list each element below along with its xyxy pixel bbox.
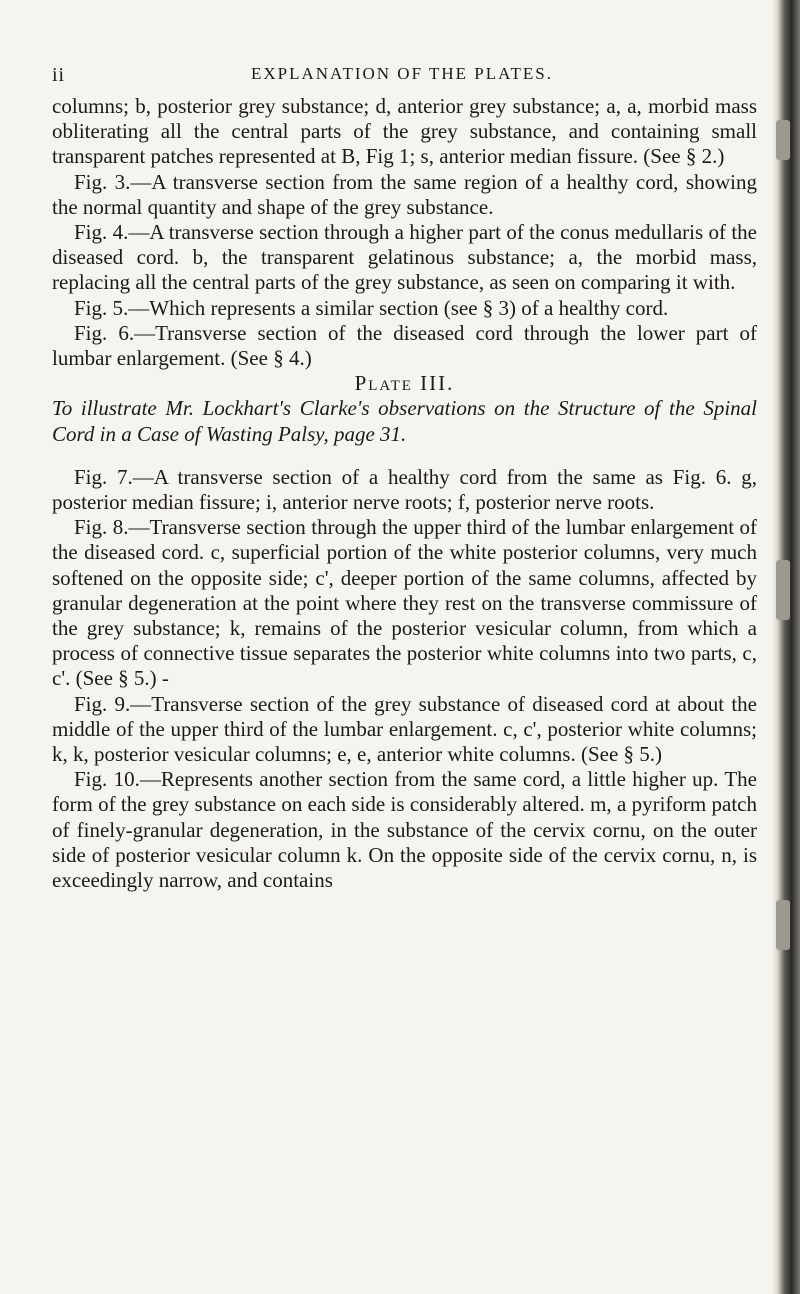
page-header xyxy=(52,64,752,92)
paragraph: Fig. 4.—A transverse section through a higher part of the conus medullaris of the diseased cord. b, the transparent gelatinous substance; a, the morbid mass, replacing all the central parts of the grey substance, as seen on comparing it with. xyxy=(52,220,757,295)
edge-mark xyxy=(776,560,790,620)
paragraph: Fig. 9.—Transverse section of the grey substance of diseased cord at about the middle of the upper third of the lumbar enlargement. c, c', posterior white columns; k, k, posterior vesicular columns; e, e, anterior white columns. (See § 5.) xyxy=(52,691,757,767)
plate-title: Plate III. xyxy=(354,371,455,396)
paragraph: columns; b, posterior grey substance; d, anterior grey substance; a, a, morbid mass obliterating all the central parts of the grey substance, and containing small transparent patches represented at B, Fig 1; s, anterior median fissure. (See § 2.) xyxy=(52,94,757,169)
paragraph: Fig. 3.—A transverse section from the same region of a healthy cord, showing the normal quantity and shape of the grey substance. xyxy=(52,169,757,219)
paragraph: Fig. 5.—Which represents a similar section (see § 3) of a healthy cord. xyxy=(74,295,669,320)
page-binding-edge xyxy=(772,0,800,1294)
edge-mark xyxy=(776,900,790,950)
plate-subtitle: To illustrate Mr. Lockhart's Clarke's observations on the Structure of the Spinal Cord in a Case of Wasting Palsy, page 31. xyxy=(52,396,757,446)
paragraph: Fig. 8.—Transverse section through the upper third of the lumbar enlargement of the diseased cord. c, superficial portion of the white posterior columns, very much softened on the opposite side; c', deeper portion of the same columns, affected by granular degeneration at the point where they rest on the transverse commissure of the grey substance; k, remains of the posterior vesicular column, from which a process of connective tissue separates the posterior white columns into two parts, c, c'. (See § 5.) - xyxy=(52,515,757,691)
paragraph: Fig. 10.—Represents another section from the same cord, a little higher up. The form of the grey substance on each side is considerably altered. m, a pyriform patch of finely-granular degeneration, in the substance of the cervix cornu, on the outer side of posterior vesicular column k. On the opposite side of the cervix cornu, n, is exceedingly narrow, and contains xyxy=(52,767,757,893)
page-body xyxy=(52,94,757,893)
running-head: EXPLANATION OF THE PLATES. xyxy=(251,64,553,83)
paragraph: Fig. 7.—A transverse section of a healthy cord from the same as Fig. 6. g, posterior median fissure; i, anterior nerve roots; f, posterior nerve roots. xyxy=(52,464,757,515)
paragraph: Fig. 6.—Transverse section of the diseased cord through the lower part of lumbar enlargement. (See § 4.) xyxy=(52,320,757,371)
edge-mark xyxy=(776,120,790,160)
page-number: ii xyxy=(52,64,66,86)
